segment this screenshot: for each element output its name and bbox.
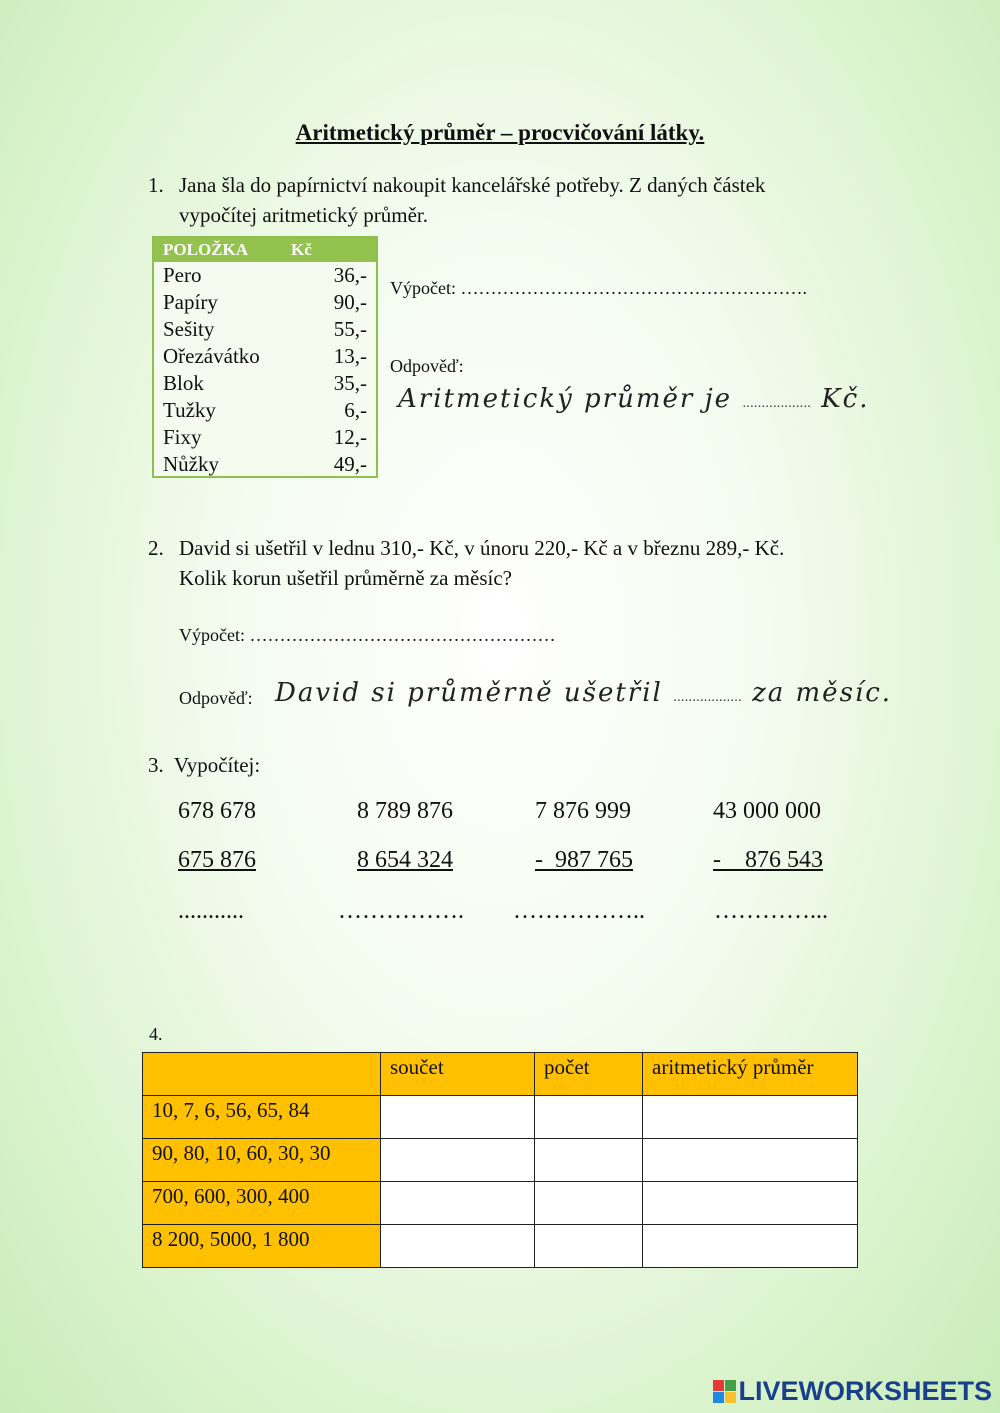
q1-vypocet: Výpočet: ………………………………………………….	[390, 278, 807, 298]
row-numbers: 700, 600, 300, 400	[143, 1182, 381, 1225]
q1-number: 1.	[148, 173, 164, 197]
answer-cell-prumer[interactable]	[643, 1182, 858, 1225]
item-name: Nůžky	[163, 452, 219, 476]
item-name: Ořezávátko	[163, 344, 260, 368]
item-name: Sešity	[163, 317, 215, 341]
item-price: 55,-	[333, 317, 367, 341]
q2-answer-blank[interactable]: ..................	[673, 690, 742, 704]
q3-bottom-number: - 876 543	[713, 847, 823, 873]
item-name: Pero	[163, 263, 202, 287]
q2-number: 2.	[148, 536, 164, 560]
answer-cell-pocet[interactable]	[535, 1139, 643, 1182]
answer-cell-soucet[interactable]	[381, 1096, 535, 1139]
table-row	[143, 1096, 858, 1139]
answer-cell-prumer[interactable]	[643, 1139, 858, 1182]
items-table-header	[154, 238, 376, 262]
row-numbers: 8 200, 5000, 1 800	[143, 1225, 381, 1268]
item-price: 35,-	[333, 371, 367, 395]
item-row	[154, 397, 376, 424]
header-cell-empty	[143, 1053, 381, 1096]
item-name: Blok	[163, 371, 204, 395]
table-row	[143, 1182, 858, 1225]
row-numbers: 10, 7, 6, 56, 65, 84	[143, 1096, 381, 1139]
answer-cell-pocet[interactable]	[535, 1096, 643, 1139]
q3-answer-blank[interactable]: ...........	[178, 898, 244, 924]
item-price: 13,-	[333, 344, 367, 368]
item-name: Papíry	[163, 290, 218, 314]
hand-text: Aritmetický průměr je	[398, 384, 733, 414]
q2-text-line1: David si ušetřil v lednu 310,- Kč, v únoru 220,- Kč a v březnu 289,- Kč.	[179, 536, 785, 560]
q1-handwritten-answer	[398, 384, 870, 414]
item-row	[154, 262, 376, 289]
hand-unit: Kč.	[821, 384, 870, 414]
answer-cell-pocet[interactable]	[535, 1225, 643, 1268]
q3-top-number: 678 678	[178, 798, 256, 824]
answer-cell-prumer[interactable]	[643, 1225, 858, 1268]
answer-cell-soucet[interactable]	[381, 1182, 535, 1225]
q2-handwritten-answer	[275, 678, 892, 708]
header-prumer: aritmetický průměr	[643, 1053, 858, 1096]
item-row	[154, 424, 376, 451]
item-row	[154, 289, 376, 316]
table-row	[143, 1139, 858, 1182]
header-pocet: počet	[535, 1053, 643, 1096]
item-row	[154, 343, 376, 370]
q3-answer-blank[interactable]: …………...	[714, 898, 828, 924]
q3-top-number: 8 789 876	[357, 798, 453, 824]
q3-label: 3. Vypočítej:	[148, 753, 261, 777]
item-name: Fixy	[163, 425, 202, 449]
q2-odpoved-label: Odpověď:	[179, 688, 253, 708]
header-soucet: součet	[381, 1053, 535, 1096]
q4-table	[142, 1052, 858, 1268]
q4-number: 4.	[149, 1024, 163, 1044]
table-row	[143, 1225, 858, 1268]
logo-cubes-icon	[713, 1380, 736, 1403]
item-price: 12,-	[333, 425, 367, 449]
q1-text-line2: vypočítej aritmetický průměr.	[179, 203, 429, 227]
item-row	[154, 316, 376, 343]
q2-text-line2: Kolik korun ušetřil průměrně za měsíc?	[179, 566, 512, 590]
item-row	[154, 451, 376, 478]
answer-cell-soucet[interactable]	[381, 1139, 535, 1182]
hand-text: David si průměrně ušetřil	[275, 678, 663, 708]
items-table	[152, 236, 378, 478]
q3-top-number: 7 876 999	[535, 798, 631, 824]
answer-cell-soucet[interactable]	[381, 1225, 535, 1268]
q1-odpoved-label: Odpověď:	[390, 356, 464, 376]
logo-text: LIVEWORKSHEETS	[738, 1376, 992, 1406]
item-price: 90,-	[333, 290, 367, 314]
table-header-row	[143, 1053, 858, 1096]
header-polozka: POLOŽKA	[163, 240, 249, 259]
item-price: 6,-	[344, 398, 367, 422]
q3-top-number: 43 000 000	[713, 798, 821, 824]
liveworksheets-logo[interactable]	[713, 1376, 992, 1407]
q3-answer-blank[interactable]: ……………..	[513, 898, 645, 924]
answer-cell-pocet[interactable]	[535, 1182, 643, 1225]
q2-vypocet: Výpočet: ……………………………………………	[179, 625, 556, 645]
item-price: 36,-	[333, 263, 367, 287]
q3-bottom-number: 8 654 324	[357, 847, 453, 873]
q3-bottom-number: - 987 765	[535, 847, 633, 873]
q1-text-line1: Jana šla do papírnictví nakoupit kancelářské potřeby. Z daných částek	[179, 173, 766, 197]
item-row	[154, 370, 376, 397]
row-numbers: 90, 80, 10, 60, 30, 30	[143, 1139, 381, 1182]
hand-unit: za měsíc.	[752, 678, 893, 708]
q3-bottom-number: 675 876	[178, 847, 256, 873]
header-kc: Kč	[291, 240, 312, 259]
answer-cell-prumer[interactable]	[643, 1096, 858, 1139]
q1-answer-blank[interactable]: ..................	[742, 396, 811, 410]
item-price: 49,-	[333, 452, 367, 476]
page-title: Aritmetický průměr – procvičování látky.	[295, 120, 705, 145]
item-name: Tužky	[163, 398, 216, 422]
q3-answer-blank[interactable]: …………….	[338, 898, 464, 924]
